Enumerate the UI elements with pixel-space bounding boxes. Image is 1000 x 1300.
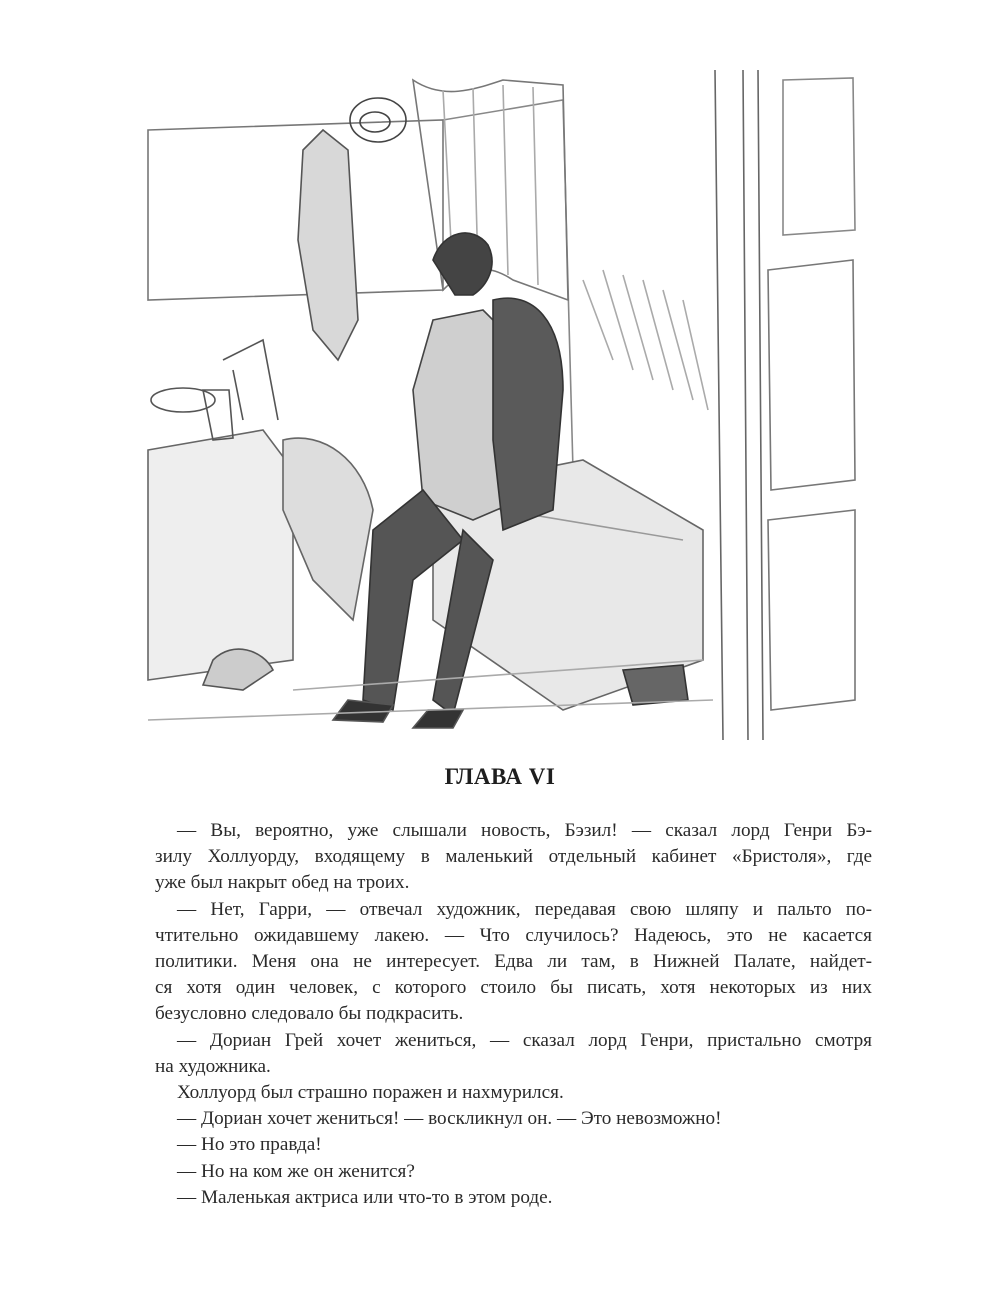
- text-line: — Дориан хочет жениться! — воскликнул он. — Это невозможно!: [177, 1108, 722, 1130]
- text-line: чтительно ожидавшему лакею. — Что случилось? Надеюсь, это не касается: [155, 924, 872, 946]
- text-line: ся хотя один человек, с которого стоило бы писать, хотя некоторых из них: [155, 977, 872, 999]
- text-line: безусловно следовало бы подкрасить.: [155, 1003, 464, 1025]
- text-line: — Но это правда!: [177, 1134, 322, 1156]
- chapter-illustration: [143, 60, 863, 742]
- text-line: — Но на ком же он женится?: [177, 1160, 415, 1182]
- chapter-heading: ГЛАВА VI: [444, 764, 556, 789]
- text-line: на художника.: [155, 1055, 271, 1077]
- text-line: политики. Меня она не интересует. Едва ли там, в Нижней Палате, найдет-: [155, 951, 872, 973]
- text-line: — Дориан Грей хочет жениться, — сказал лорд Генри, пристально смотря: [177, 1029, 872, 1051]
- text-line: — Вы, вероятно, уже слышали новость, Бэзил! — сказал лорд Генри Бэ-: [177, 820, 872, 841]
- text-line: — Нет, Гарри, — отвечал художник, передавая свою шляпу и пальто по-: [177, 898, 872, 920]
- text-line: — Маленькая актриса или что-то в этом роде.: [177, 1186, 553, 1208]
- text-line: уже был накрыт обед на троих.: [155, 872, 410, 894]
- text-line: Холлуорд был страшно поражен и нахмурился.: [177, 1082, 564, 1104]
- body-text: [155, 818, 872, 1211]
- text-line: зилу Холлуорду, входящему в маленький отдельный кабинет «Бристоля», где: [155, 846, 872, 868]
